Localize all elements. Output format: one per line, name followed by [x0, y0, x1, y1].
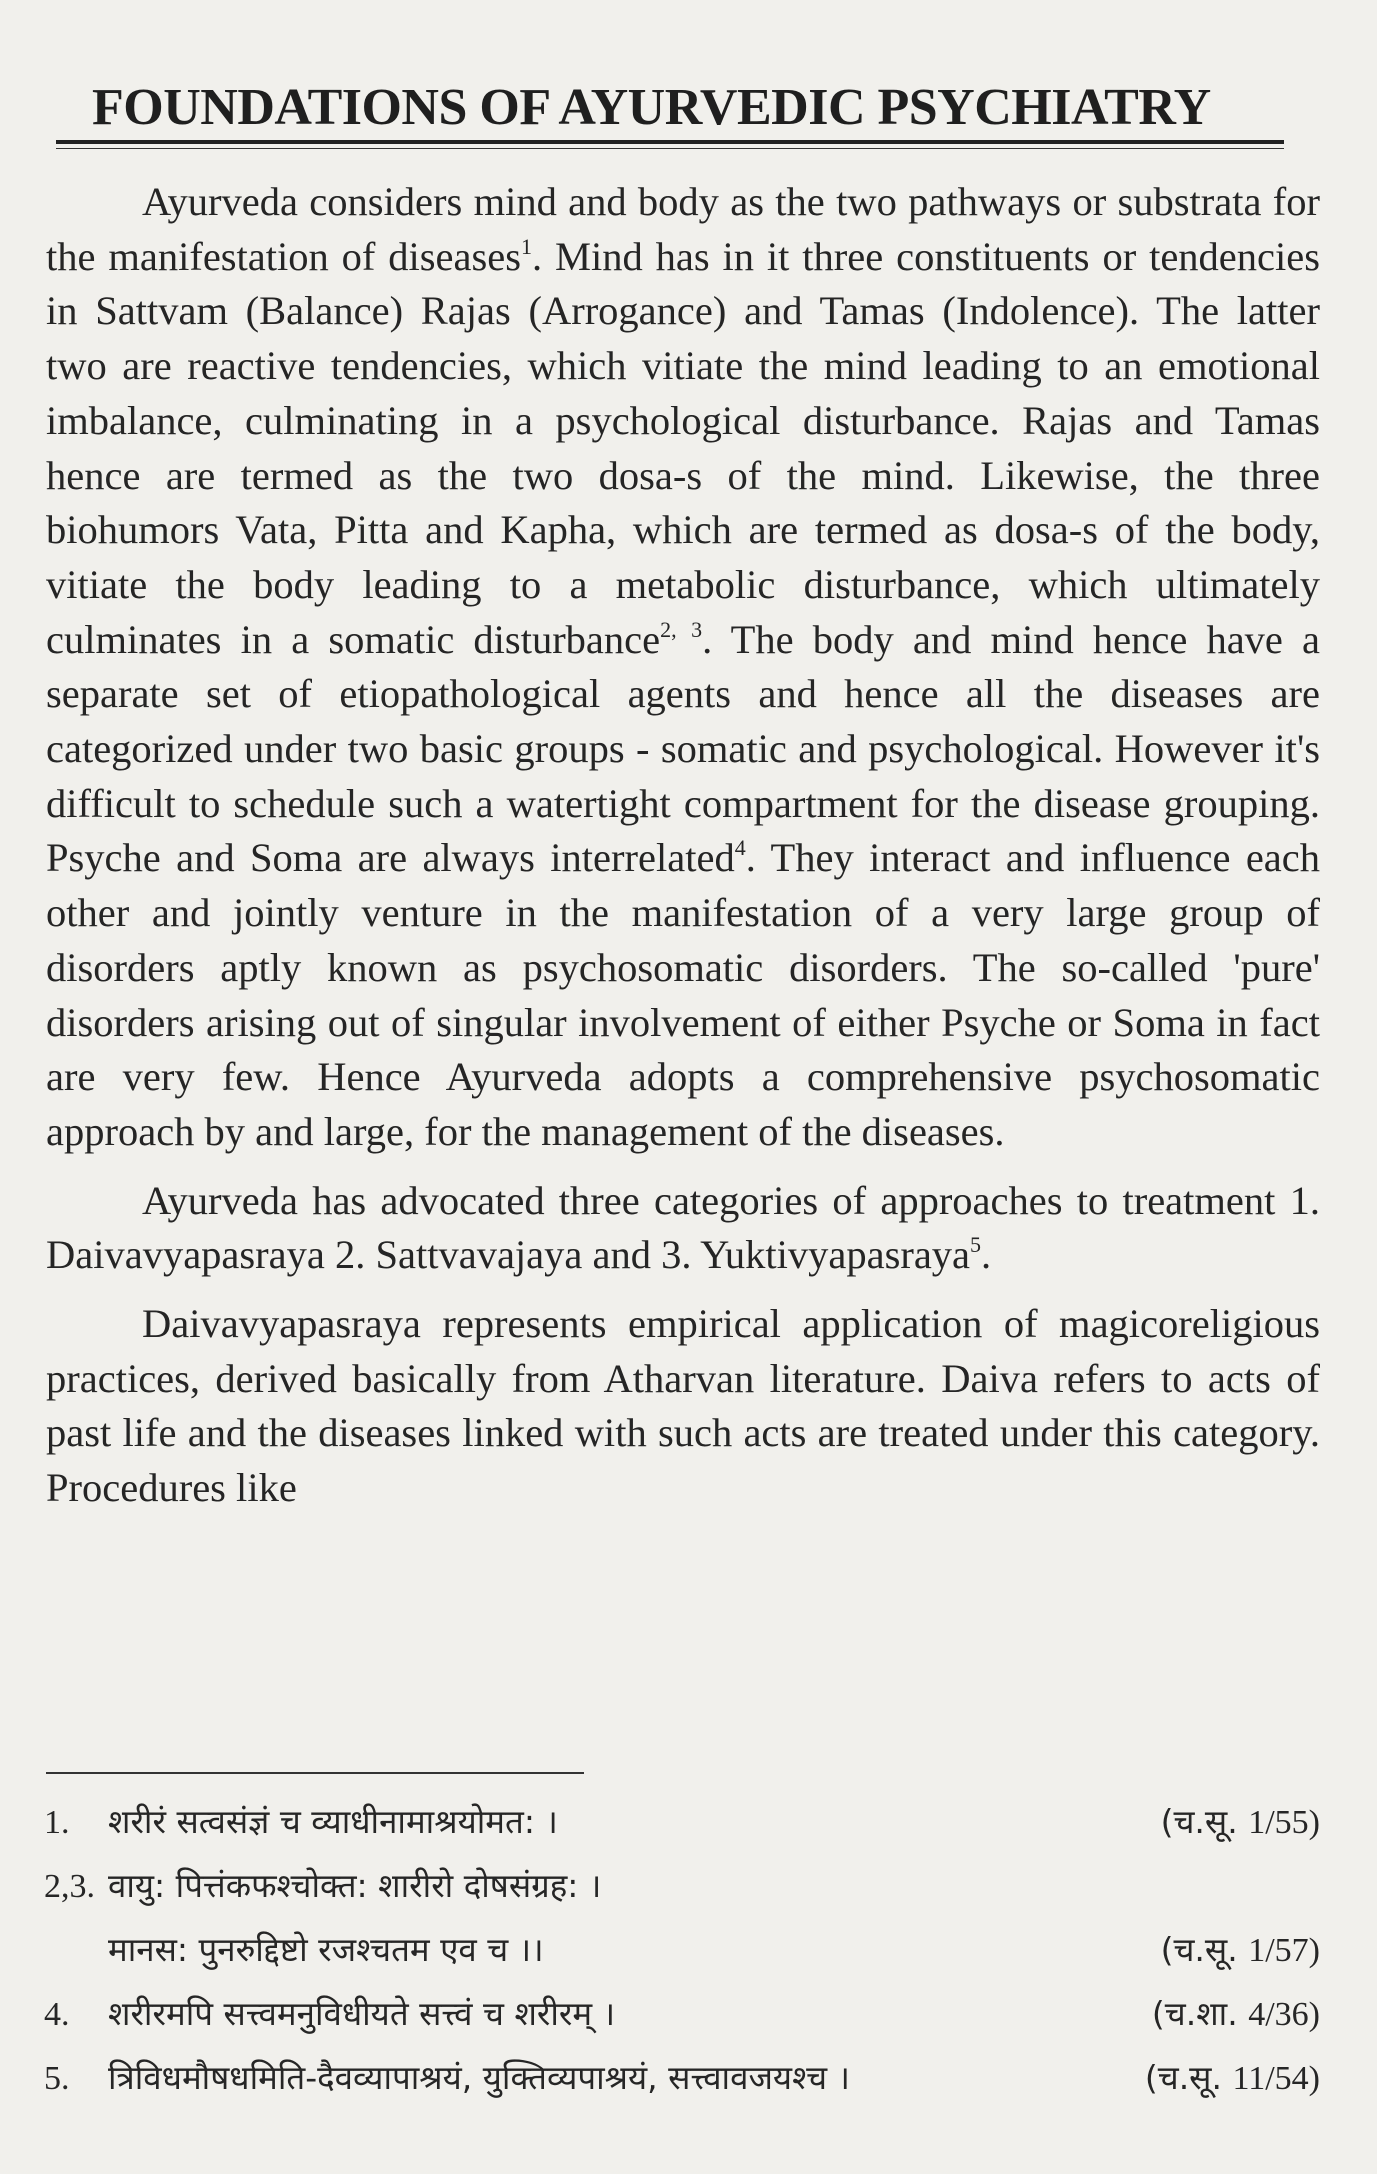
footnotes: [44, 1790, 1320, 2110]
footnote-reference: (च.सू. 1/55): [1160, 1802, 1320, 1841]
footnote-2-3-continued: मानस: पुनरुद्दिष्टो रजश्चतम एव च ।। (च.सू. 1/57): [44, 1918, 1320, 1982]
footnote-1: 1. शरीरं सत्वसंज्ञं च व्याधीनामाश्रयोमत: । (च.सू. 1/55): [44, 1790, 1320, 1854]
footnote-marker: 5: [970, 1232, 982, 1258]
footnote-reference: (च.सू. 11/54): [1144, 2058, 1320, 2097]
paragraph: Ayurveda considers mind and body as the two pathways or substrata for the manifestation of diseases$^1$. Mind has in it three constituents or tendencies in Sattvam (Balance) Rajas (Arrogance) and Tamas (Indolence). The latter two are reactive tendencies, which vitiate the mind leading to an emotional imbalance, culminating in a psychological disturbance. Rajas and Tamas hence are termed as the two dosa-s of the mind. Likewise, the three biohumors Vata, Pitta and Kapha, which are termed as dosa-s of the body, vitiate the body leading to a metabolic disturbance, which ultimately culminates in a somatic disturbance$^{2, 3}$. The body and mind hence have a separate set of etiopathological agents and hence all the diseases are categorized under two basic groups - somatic and psychological. However it's difficult to schedule such a watertight compartment for the disease grouping. Psyche and Soma are always interrelated$^4$. They interact and influence each other and jointly venture in the manifestation of a very large group of disorders aptly known as psychosomatic disorders. The so-called 'pure' disorders arising out of singular involvement of either Psyche or Soma in fact are very few. Hence Ayurveda adopts a comprehensive psychosomatic approach by and large, for the management of the diseases.: [46, 179, 1320, 1154]
footnote-separator: [46, 1772, 584, 1774]
footnote-4: 4. शरीरमपि सत्त्वमनुविधीयते सत्त्वं च शरीरम् । (च.शा. 4/36): [44, 1982, 1320, 2046]
title-underline-thin: [56, 148, 1284, 149]
footnote-marker: 4: [734, 835, 746, 861]
body-text: [46, 175, 1320, 1530]
paragraph: Daivavyapasraya represents empirical application of magicoreligious practices, derived basically from Atharvan literature. Daiva refers to acts of past life and the diseases linked with such acts are treated under this category. Procedures like: [46, 1301, 1320, 1511]
footnote-reference: (च.शा. 4/36): [1151, 1994, 1320, 2033]
title-underline-thick: [56, 140, 1284, 144]
footnote-5: 5. त्रिविधमौषधमिति-दैवव्यापाश्रयं, युक्तिव्यपाश्रयं, सत्त्वावजयश्च । (च.सू. 11/54): [44, 2046, 1320, 2110]
footnote-marker: 1: [521, 233, 532, 259]
page-title: FOUNDATIONS OF AYURVEDIC PSYCHIATRY: [92, 79, 1211, 136]
footnote-marker: 2, 3: [660, 616, 703, 642]
footnote-reference: (च.सू. 1/57): [1160, 1930, 1320, 1969]
paragraph: Ayurveda has advocated three categories of approaches to treatment 1. Daivavyapasraya 2. Sattvavajaya and 3. Yuktivyapasraya$^5$.: [46, 1177, 1320, 1278]
footnote-2-3: 2,3. वायु: पित्तंकफश्चोक्त: शारीरो दोषसंग्रह: ।: [44, 1866, 602, 1905]
